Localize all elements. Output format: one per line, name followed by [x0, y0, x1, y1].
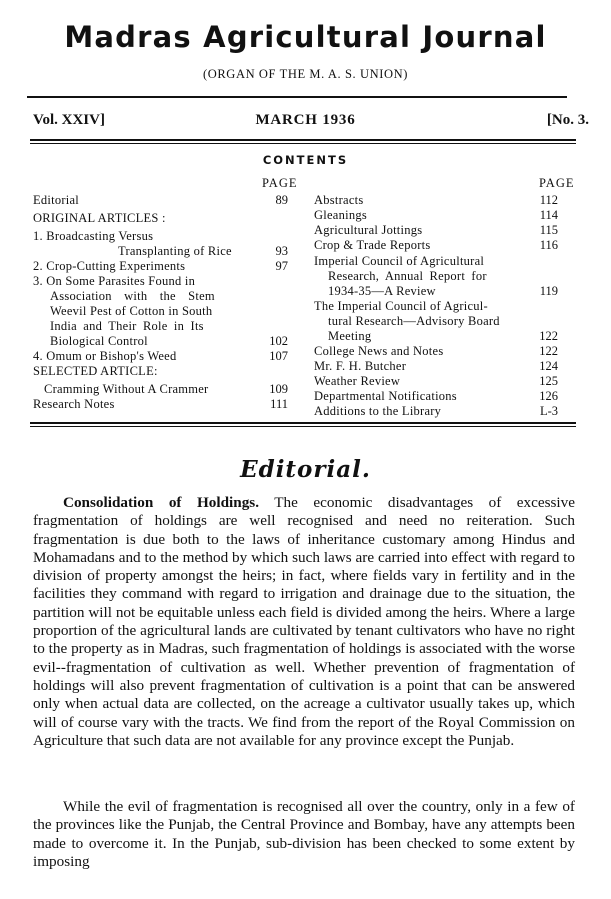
toc-page: 122	[539, 329, 558, 343]
toc-page: 111	[270, 397, 288, 411]
paragraph-lead: Consolidation of Holdings.	[63, 494, 260, 511]
toc-entry: Mr. F. H. Butcher	[314, 359, 407, 373]
toc-entry: Additions to the Library	[314, 404, 442, 418]
toc-page: 102	[269, 334, 288, 348]
toc-entry: Departmental Notifications	[314, 389, 457, 403]
toc-entry: tural Research—Advisory Board	[328, 314, 500, 328]
toc-entry: College News and Notes	[314, 344, 444, 358]
toc-page: 115	[539, 223, 558, 237]
toc-entry: 1934-35—A Review	[328, 284, 436, 298]
editorial-paragraph-2: While the evil of fragmentation is recognised all over the country, only in a few of the provinces like the Punjab, the Central Province and Bombay, have any attempts been made to overcome it. In the Punjab, sub-division has been checked to some extent by imposing	[33, 798, 575, 870]
toc-page: 93	[275, 244, 288, 258]
toc-entry: Abstracts	[314, 193, 364, 207]
page-column-label-right: PAGE	[539, 176, 575, 190]
contents-rule-bottom	[30, 426, 576, 427]
page-column-label-left: PAGE	[262, 176, 298, 190]
toc-page: L-3	[539, 404, 558, 418]
contents-rule-top	[30, 422, 576, 424]
contents-heading: CONTENTS	[262, 153, 349, 167]
toc-page: 126	[539, 389, 558, 403]
toc-entry: Transplanting of Rice	[118, 244, 232, 258]
toc-entry: Crop & Trade Reports	[314, 238, 431, 252]
toc-entry: Imperial Council of Agricultural	[314, 254, 485, 268]
toc-entry: Weevil Pest of Cotton in South	[50, 304, 213, 318]
toc-entry: 1. Broadcasting Versus	[33, 229, 154, 243]
toc-entry: Meeting	[328, 329, 372, 343]
toc-entry: Agricultural Jottings	[314, 223, 423, 237]
paragraph-body: The economic disadvantages of excessive fragmentation of holdings are well recognised and need no reiteration. Such fragmentation is due both to the laws of inheritance customary among Hindus and Mohamadans and to the method by which such laws are carried into effect with regard to division of property amongst the heirs; in fact, where fields vary in fertility and in the facilities they command with regard to irrigation and drainage due to the situation, the partition will not be equitable unless each field is divided among the heirs. Where a large proportion of the agricultural lands are cultivated by tenant cultivators who have no right to the property as in Madras, such fragmentation of holdings is associated with the worse evil--fragmentation of cultivation as well. Whether prevention of fragmentation of holdings will also prevent fragmentation of cultivation is a point that can be answered only when actual data are collected, on the acreage a cultivator usually takes up, which will of course vary with the tracts. We find from the report of the Royal Commission on Agriculture that such data are not available for any province except the Punjab.	[33, 494, 575, 749]
toc-entry: Research Notes	[33, 397, 115, 411]
toc-page: 97	[275, 259, 288, 273]
toc-page: 122	[539, 344, 558, 358]
toc-entry: SELECTED ARTICLE:	[33, 364, 158, 378]
toc-page: 109	[269, 382, 288, 396]
toc-page: 112	[539, 193, 558, 207]
editorial-heading: Editorial.	[240, 456, 371, 483]
toc-entry: 3. On Some Parasites Found in	[33, 274, 196, 288]
editorial-paragraph-1	[33, 494, 575, 750]
toc-entry: Research, Annual Report for	[328, 269, 487, 283]
toc-entry: Weather Review	[314, 374, 401, 388]
toc-entry: The Imperial Council of Agricul-	[314, 299, 488, 313]
toc-page: 124	[539, 359, 558, 373]
toc-entry: Association with the Stem	[50, 289, 215, 303]
toc-page: 89	[275, 193, 288, 207]
toc-entry: India and Their Role in Its	[50, 319, 204, 333]
issue-rule-top	[30, 139, 576, 141]
issue-number: [No. 3.	[546, 112, 589, 128]
issue-date: MARCH 1936	[255, 112, 356, 128]
issue-rule-bottom	[30, 143, 576, 144]
toc-entry: Editorial	[33, 193, 79, 207]
journal-subtitle: (ORGAN OF THE M. A. S. UNION)	[202, 67, 409, 81]
volume-label: Vol. XXIV]	[33, 112, 105, 128]
toc-page: 116	[539, 238, 558, 252]
toc-entry: Cramming Without A Crammer	[44, 382, 209, 396]
toc-entry: 2. Crop-Cutting Experiments	[33, 259, 186, 273]
toc-entry: Biological Control	[50, 334, 148, 348]
toc-entry: Gleanings	[314, 208, 367, 222]
journal-title: Madras Agricultural Journal	[64, 20, 547, 54]
masthead-rule-dashed	[460, 96, 568, 98]
toc-page: 107	[269, 349, 288, 363]
toc-page: 125	[539, 374, 558, 388]
toc-entry: ORIGINAL ARTICLES :	[33, 211, 166, 225]
toc-entry: 4. Omum or Bishop's Weed	[33, 349, 177, 363]
toc-page: 119	[539, 284, 558, 298]
toc-page: 114	[539, 208, 558, 222]
